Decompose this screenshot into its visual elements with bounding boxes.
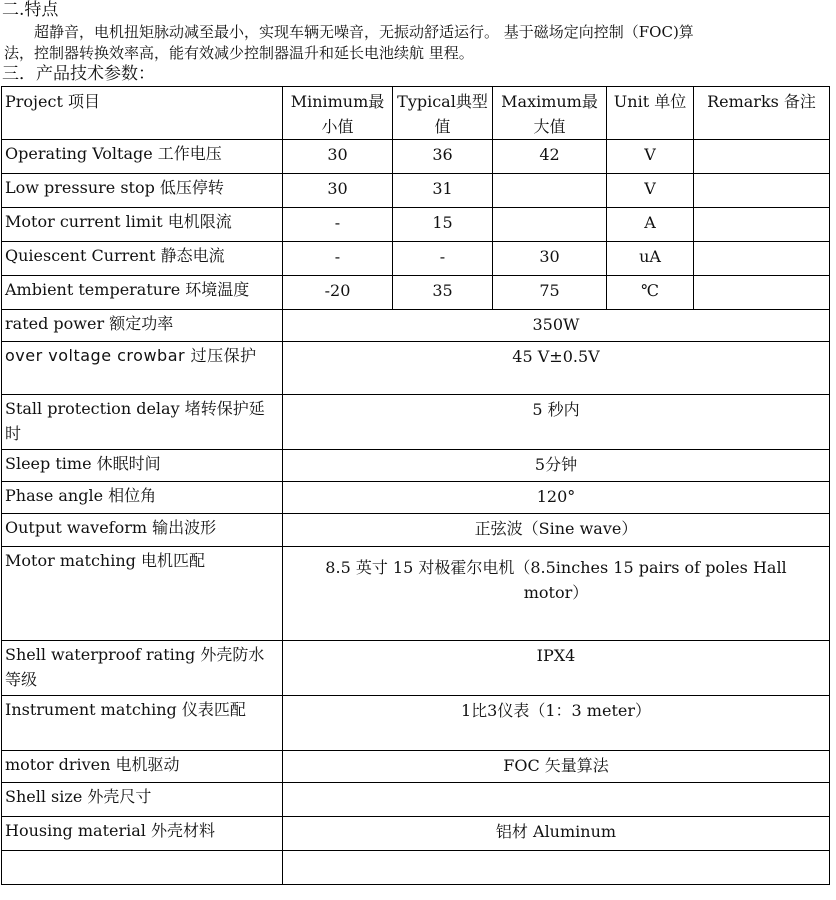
param-cell: Stall protection delay 堵转保护延时 — [1, 394, 283, 450]
min-value: 30 — [282, 173, 393, 208]
max-value: 42 — [492, 139, 607, 174]
max-value: 30 — [492, 241, 607, 276]
spec-value: IPX4 — [282, 640, 830, 696]
remarks-value — [693, 207, 830, 242]
spec-value: 5 秒内 — [282, 394, 830, 450]
max-value — [492, 207, 607, 242]
remarks-value — [693, 241, 830, 276]
remarks-value — [693, 173, 830, 208]
param-cell: Shell size 外壳尺寸 — [1, 782, 283, 817]
typical-value: - — [392, 241, 493, 276]
spec-value: 5分钟 — [282, 449, 830, 482]
features-line-1: 超静音，电机扭矩脉动减至最小，实现车辆无噪音，无振动舒适运行。 基于磁场定向控制（FOC)算 — [34, 23, 694, 41]
spec-value — [282, 850, 830, 885]
spec-value: 正弦波（Sine wave） — [282, 513, 830, 547]
param-cell: over voltage crowbar 过压保护 — [1, 341, 283, 395]
spec-value — [282, 782, 830, 817]
features-line-2: 法，控制器转换效率高，能有效减少控制器温升和延长电池续航 里程。 — [4, 44, 474, 62]
unit-value: A — [606, 207, 694, 242]
param-cell: rated power 额定功率 — [1, 309, 283, 342]
param-cell: Operating Voltage 工作电压 — [1, 139, 283, 174]
unit-value: V — [606, 139, 694, 174]
typical-value: 35 — [392, 275, 493, 310]
header-typical: Typical典型值 — [392, 86, 493, 140]
spec-value: 45 V±0.5V — [282, 341, 830, 395]
section-2-heading: 二.特点 — [2, 0, 59, 20]
param-cell: Ambient temperature 环境温度 — [1, 275, 283, 310]
param-cell: Instrument matching 仪表匹配 — [1, 695, 283, 751]
param-cell: Output waveform 输出波形 — [1, 513, 283, 547]
typical-value: 31 — [392, 173, 493, 208]
unit-value: uA — [606, 241, 694, 276]
param-cell: Phase angle 相位角 — [1, 481, 283, 514]
header-remarks: Remarks 备注 — [693, 86, 830, 140]
min-value: 30 — [282, 139, 393, 174]
param-cell: Sleep time 休眠时间 — [1, 449, 283, 482]
remarks-value — [693, 139, 830, 174]
header-unit: Unit 单位 — [606, 86, 694, 140]
features-paragraph — [4, 22, 834, 64]
spec-value: 铝材 Aluminum — [282, 816, 830, 851]
typical-value: 15 — [392, 207, 493, 242]
header-minimum: Minimum最小值 — [282, 86, 393, 140]
header-maximum: Maximum最大值 — [492, 86, 607, 140]
spec-value: FOC 矢量算法 — [282, 750, 830, 783]
spec-table — [1, 86, 830, 886]
spec-value: 120° — [282, 481, 830, 514]
param-cell: Motor current limit 电机限流 — [1, 207, 283, 242]
unit-value: ℃ — [606, 275, 694, 310]
param-cell: Low pressure stop 低压停转 — [1, 173, 283, 208]
spec-value: 8.5 英寸 15 对极霍尔电机（8.5inches 15 pairs of poles Hall motor） — [282, 546, 830, 641]
max-value: 75 — [492, 275, 607, 310]
header-project: Project 项目 — [1, 86, 283, 140]
remarks-value — [693, 275, 830, 310]
param-cell: motor driven 电机驱动 — [1, 750, 283, 783]
min-value: - — [282, 241, 393, 276]
param-cell: Shell waterproof rating 外壳防水等级 — [1, 640, 283, 696]
max-value — [492, 173, 607, 208]
unit-value: V — [606, 173, 694, 208]
section-3-heading: 三．产品技术参数： — [2, 64, 155, 84]
spec-value: 1比3仪表（1：3 meter） — [282, 695, 830, 751]
spec-value: 350W — [282, 309, 830, 342]
typical-value: 36 — [392, 139, 493, 174]
min-value: -20 — [282, 275, 393, 310]
param-cell: Motor matching 电机匹配 — [1, 546, 283, 641]
param-cell — [1, 850, 283, 885]
param-cell: Housing material 外壳材料 — [1, 816, 283, 851]
min-value: - — [282, 207, 393, 242]
param-cell: Quiescent Current 静态电流 — [1, 241, 283, 276]
